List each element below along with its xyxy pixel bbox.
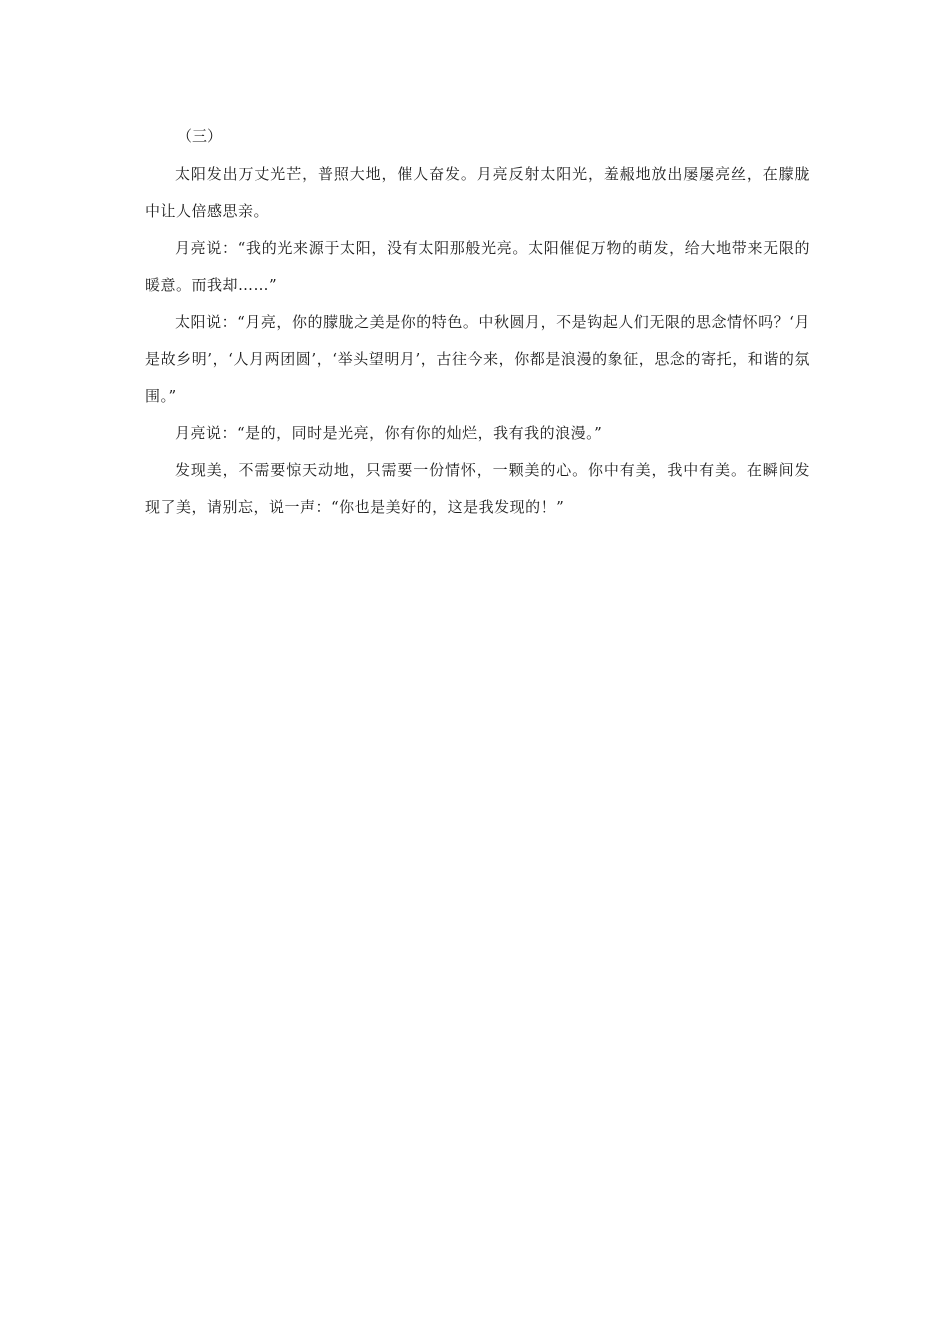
section-heading: （三） <box>177 127 223 145</box>
paragraph-conclusion: 发现美，不需要惊天动地，只需要一份情怀，一颗美的心。你中有美，我中有美。在瞬间发现了美，请别忘，说一声：“你也是美好的，这是我发现的！” <box>145 461 810 516</box>
paragraph-sun-and-moon-intro: 太阳发出万丈光芒，普照大地，催人奋发。月亮反射太阳光，羞赧地放出屡屡亮丝，在朦胧中让人倍感思亲。 <box>145 165 810 220</box>
paragraph-moon-replies: 月亮说：“是的，同时是光亮，你有你的灿烂，我有我的浪漫。” <box>175 424 603 442</box>
paragraph-moon-speaks: 月亮说：“我的光来源于太阳，没有太阳那般光亮。太阳催促万物的萌发，给大地带来无限的暖意。而我却……” <box>145 239 810 294</box>
document-body <box>145 118 810 526</box>
paragraph-sun-speaks: 太阳说：“月亮，你的朦胧之美是你的特色。中秋圆月，不是钩起人们无限的思念情怀吗？‘月是故乡明’，‘人月两团圆’，‘举头望明月’，古往今来，你都是浪漫的象征，思念的寄托，和谐的氛围。” <box>145 313 810 405</box>
